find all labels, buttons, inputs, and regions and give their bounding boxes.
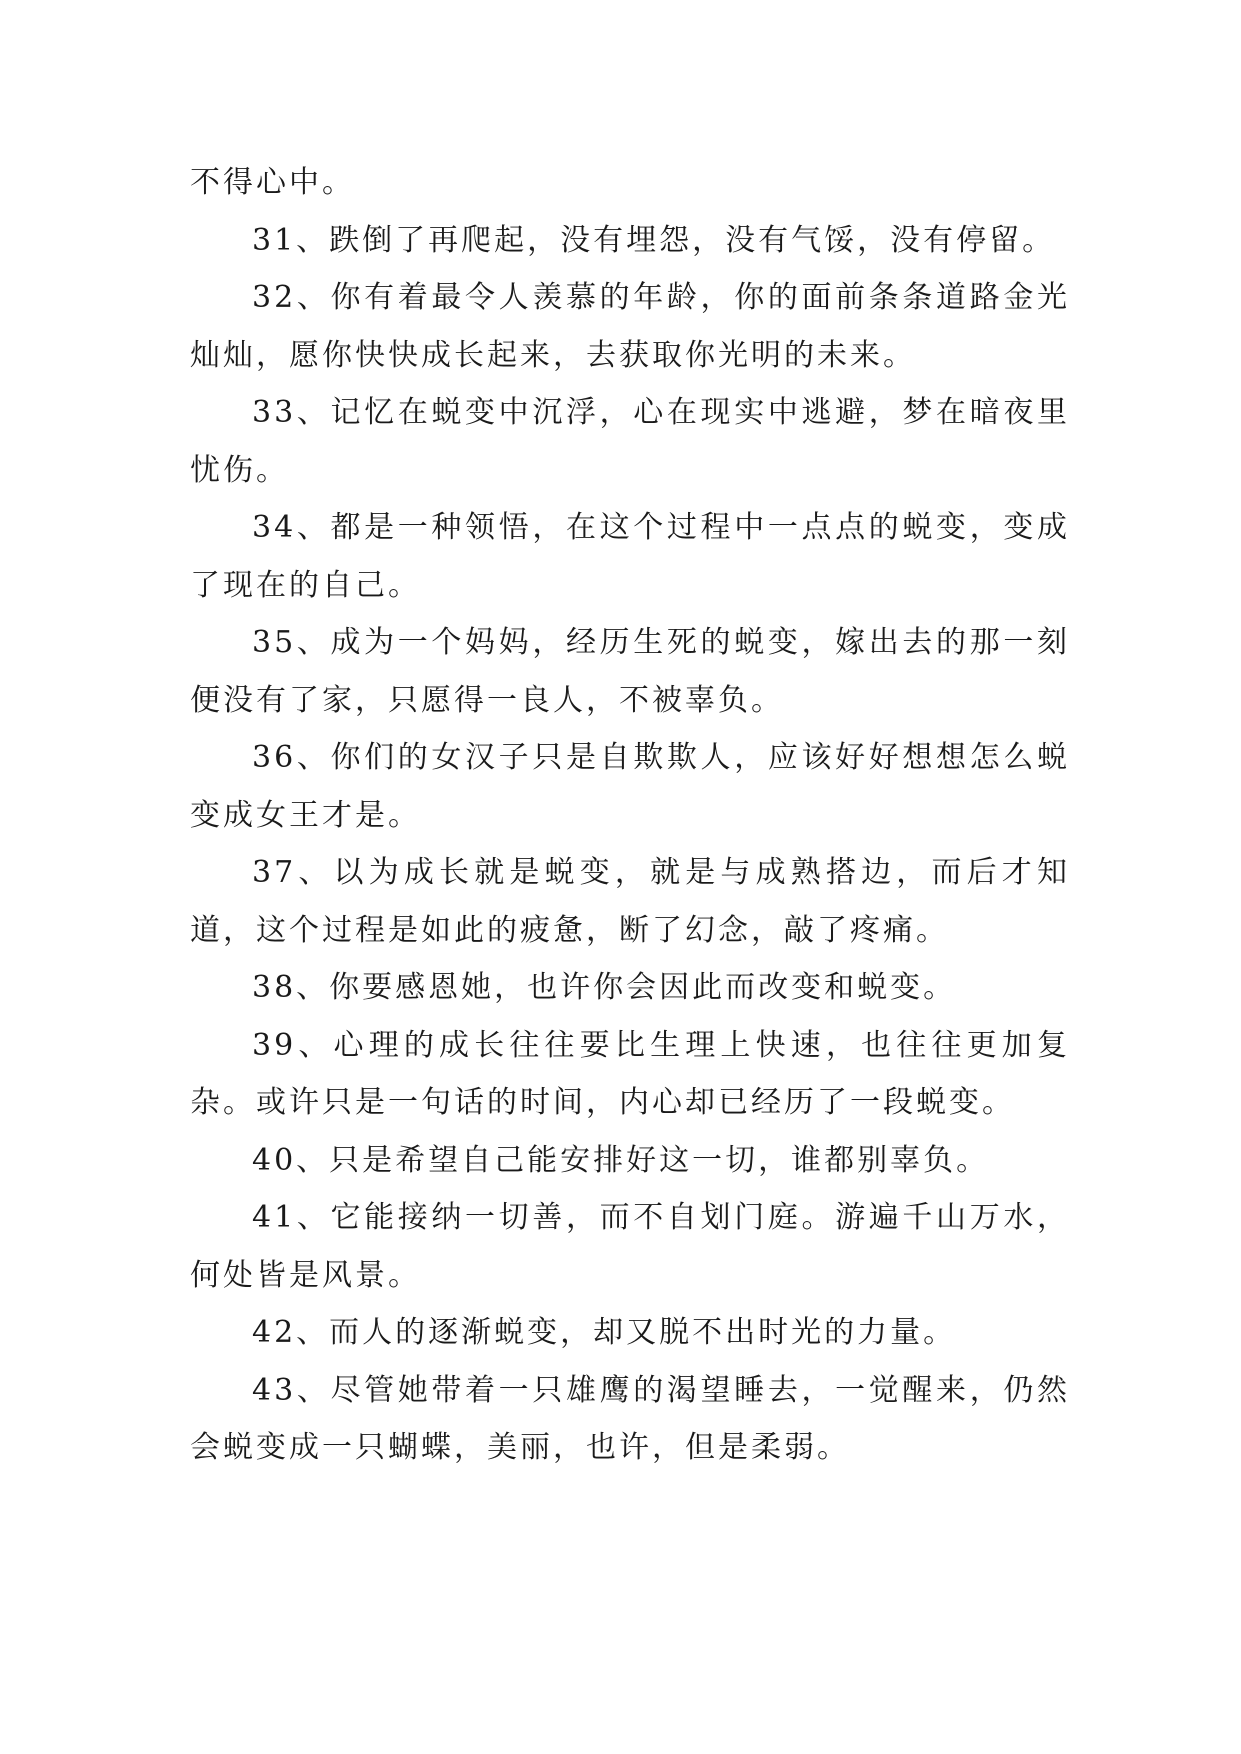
paragraph-35: 35、成为一个妈妈，经历生死的蜕变，嫁出去的那一刻便没有了家，只愿得一良人，不被辜负。 — [190, 625, 1070, 718]
paragraph-37: 37、以为成长就是蜕变，就是与成熟搭边，而后才知道，这个过程是如此的疲惫，断了幻念，敲了疼痛。 — [190, 855, 1070, 948]
paragraph-43: 43、尽管她带着一只雄鹰的渴望睡去，一觉醒来，仍然会蜕变成一只蝴蝶，美丽，也许，但是柔弱。 — [190, 1372, 1070, 1465]
paragraph-34: 34、都是一种领悟，在这个过程中一点点的蜕变，变成了现在的自己。 — [190, 510, 1070, 603]
paragraph-39: 39、心理的成长往往要比生理上快速，也往往更加复杂。或许只是一句话的时间，内心却已经历了一段蜕变。 — [190, 1027, 1070, 1120]
paragraph-31: 31、跌倒了再爬起，没有埋怨，没有气馁，没有停留。 — [252, 222, 1056, 258]
paragraph-continuation: 不得心中。 — [190, 165, 355, 200]
document-body — [190, 154, 1070, 1477]
paragraph-33: 33、记忆在蜕变中沉浮，心在现实中逃避，梦在暗夜里忧伤。 — [190, 395, 1070, 488]
paragraph-36: 36、你们的女汉子只是自欺欺人，应该好好想想怎么蜕变成女王才是。 — [190, 740, 1070, 833]
paragraph-42: 42、而人的逐渐蜕变，却又脱不出时光的力量。 — [252, 1315, 957, 1350]
paragraph-41: 41、它能接纳一切善，而不自划门庭。游遍千山万水，何处皆是风景。 — [190, 1200, 1070, 1293]
paragraph-40: 40、只是希望自己能安排好这一切，谁都别辜负。 — [252, 1142, 990, 1178]
paragraph-32: 32、你有着最令人羡慕的年龄，你的面前条条道路金光灿灿，愿你快快成长起来，去获取你光明的未来。 — [190, 280, 1070, 373]
paragraph-38: 38、你要感恩她，也许你会因此而改变和蜕变。 — [252, 970, 957, 1005]
